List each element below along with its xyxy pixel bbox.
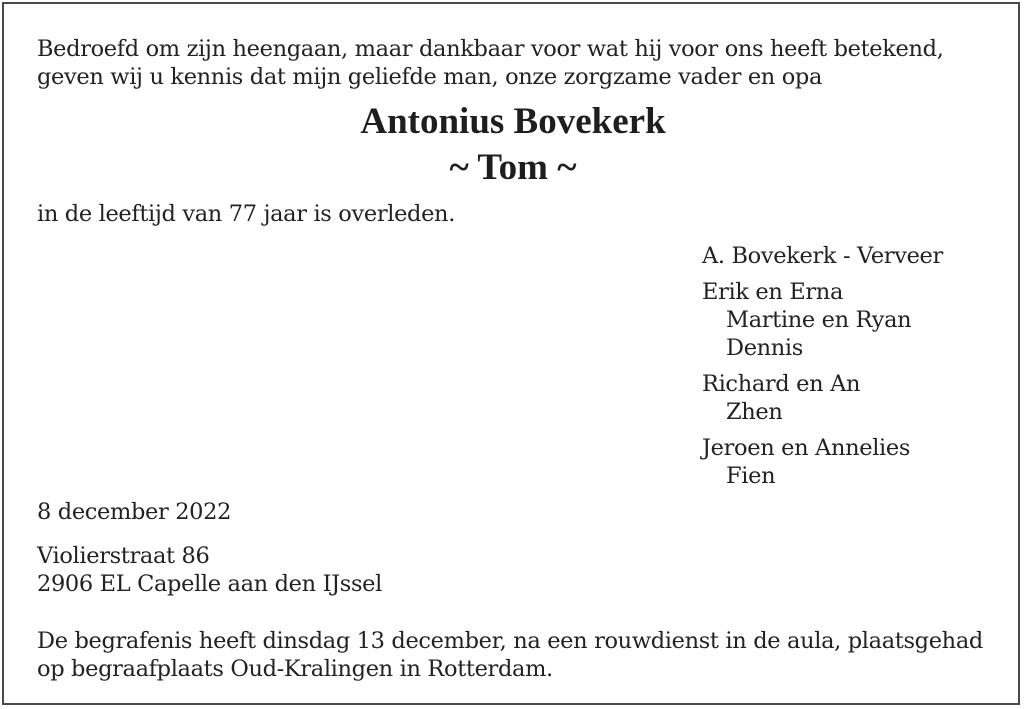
family-parents: Richard en An	[702, 371, 861, 397]
funeral-line-1: De begrafenis heeft dinsdag 13 december, na een rouwdienst in de aula, plaatsgehad	[37, 628, 983, 654]
family-group	[702, 370, 943, 426]
family-group	[702, 278, 943, 362]
family-group	[702, 434, 943, 490]
intro-line-1: Bedroefd om zijn heengaan, maar dankbaar voor wat hij voor ons heeft betekend,	[37, 36, 944, 62]
spouse-entry	[702, 242, 943, 270]
age-line: in de leeftijd van 77 jaar is overleden.	[37, 201, 455, 227]
family-child: Zhen	[726, 399, 783, 425]
deceased-name: Antonius Bovekerk	[360, 101, 666, 142]
funeral-line-2: op begraafplaats Oud-Kralingen in Rotterdam.	[37, 656, 553, 682]
family-parents: Erik en Erna	[702, 279, 844, 305]
obituary-notice	[2, 2, 1020, 705]
spouse-name: A. Bovekerk - Verveer	[702, 243, 943, 269]
family-parents: Jeroen en Annelies	[702, 435, 911, 461]
notice-date: 8 december 2022	[37, 499, 232, 525]
address-city: 2906 EL Capelle aan den IJssel	[37, 571, 382, 597]
family-list	[702, 242, 943, 498]
family-child: Dennis	[726, 335, 803, 361]
family-child: Fien	[726, 463, 776, 489]
intro-line-2: geven wij u kennis dat mijn geliefde man, onze zorgzame vader en opa	[37, 64, 823, 90]
deceased-nickname: ~ Tom ~	[449, 147, 577, 188]
family-child: Martine en Ryan	[726, 307, 912, 333]
address-street: Violierstraat 86	[37, 543, 210, 569]
